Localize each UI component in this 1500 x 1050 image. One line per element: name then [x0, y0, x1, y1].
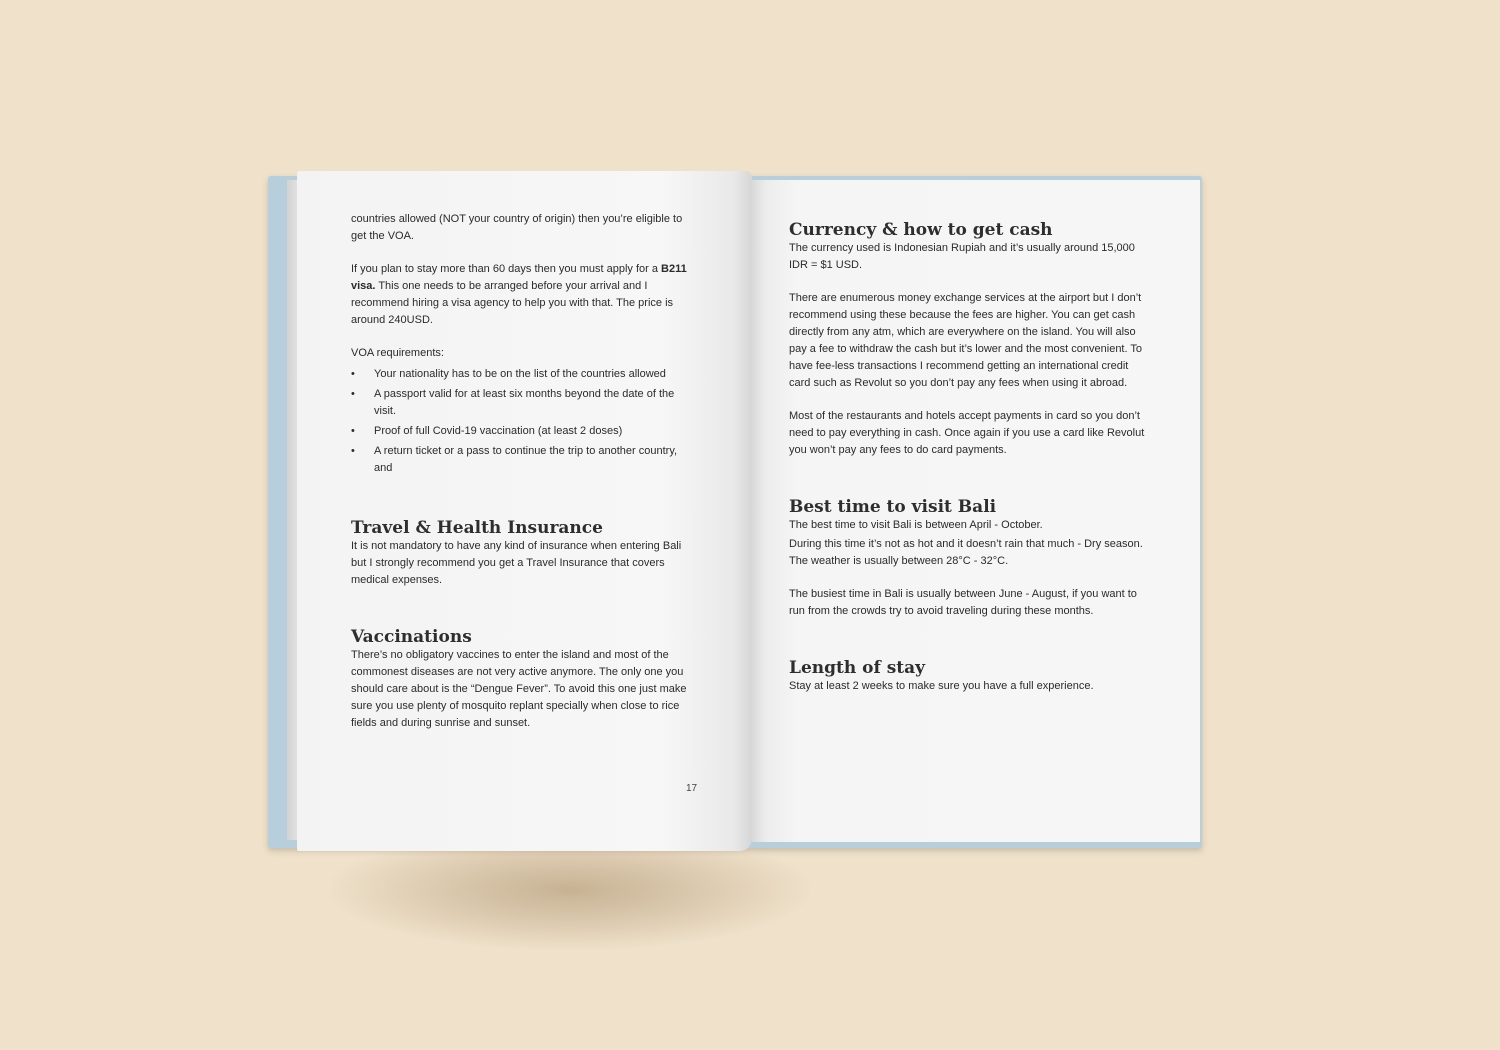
visa-type-bold: B211 visa. [351, 263, 687, 292]
length-of-stay-heading: Length of stay [789, 658, 926, 678]
list-item-text: A passport valid for at least six months beyond the date of the visit. [374, 388, 675, 417]
bullet-icon: • [351, 425, 355, 437]
best-time-heading: Best time to visit Bali [789, 497, 997, 517]
card-payments-text: Most of the restaurants and hotels accept payments in card so you don’t need to pay everything in cash. Once again if you use a card like Revolut you won’t pay any fees to do card payments. [789, 410, 1145, 456]
vaccinations-heading: Vaccinations [351, 627, 472, 647]
best-time-text: The best time to visit Bali is between April - October. [789, 519, 1043, 531]
left-page [297, 171, 752, 851]
list-item [351, 386, 696, 420]
list-item [351, 366, 696, 383]
bullet-icon: • [351, 368, 355, 380]
visa-text-before: If you plan to stay more than 60 days then you must apply for a [351, 263, 662, 275]
insurance-text: It is not mandatory to have any kind of insurance when entering Bali but I strongly recommend you get a Travel Insurance that covers medical expenses. [351, 540, 682, 586]
list-item-text: Your nationality has to be on the list of the countries allowed [374, 368, 666, 380]
voa-requirements-label: VOA requirements: [351, 347, 444, 359]
voa-requirements-list [351, 366, 696, 477]
vaccinations-text: There’s no obligatory vaccines to enter the island and most of the commonest diseases are not very active anymore. The only one you should care about is the “Dengue Fever”. To avoid this one just make sure you use plenty of mosquito replant specially when close to rice fields and during sunrise and sunset. [351, 649, 687, 729]
insurance-heading: Travel & Health Insurance [351, 518, 603, 538]
length-of-stay-text: Stay at least 2 weeks to make sure you have a full experience. [789, 680, 1094, 692]
list-item [351, 443, 696, 477]
currency-heading: Currency & how to get cash [789, 220, 1053, 240]
voa-eligibility-text: countries allowed (NOT your country of origin) then you’re eligible to get the VOA. [351, 213, 683, 242]
left-page-content [351, 211, 696, 732]
list-item-text: Proof of full Covid-19 vaccination (at least 2 doses) [374, 425, 623, 437]
visa-text-after: This one needs to be arranged before your arrival and I recommend hiring a visa agency to help you with that. The price is around 240USD. [351, 280, 674, 326]
right-page-content [789, 220, 1149, 695]
currency-exchange-text: There are enumerous money exchange services at the airport but I don’t recommend using these because the fees are higher. You can get cash directly from any atm, which are everywhere on the island. You will also pay a fee to withdraw the cash but it’s lower and the most convenient. To have fee-less transactions I recommend getting an international credit card such as Revolut so you don’t pay any fees when using it abroad. [789, 292, 1143, 389]
page-number: 17 [686, 783, 698, 794]
bullet-icon: • [351, 388, 355, 400]
busiest-time-text: The busiest time in Bali is usually between June - August, if you want to run from the crowds try to avoid traveling during these months. [789, 588, 1137, 617]
dry-season-text: During this time it’s not as hot and it doesn’t rain that much - Dry season. The weather is usually between 28°C - 32°C. [789, 538, 1143, 567]
right-page [752, 180, 1200, 842]
list-item [351, 423, 696, 440]
visa-paragraph [351, 261, 696, 329]
bullet-icon: • [351, 445, 355, 457]
list-item-text: A return ticket or a pass to continue the trip to another country, and [374, 445, 678, 474]
currency-rate-text: The currency used is Indonesian Rupiah and it’s usually around 15,000 IDR = $1 USD. [789, 242, 1135, 271]
